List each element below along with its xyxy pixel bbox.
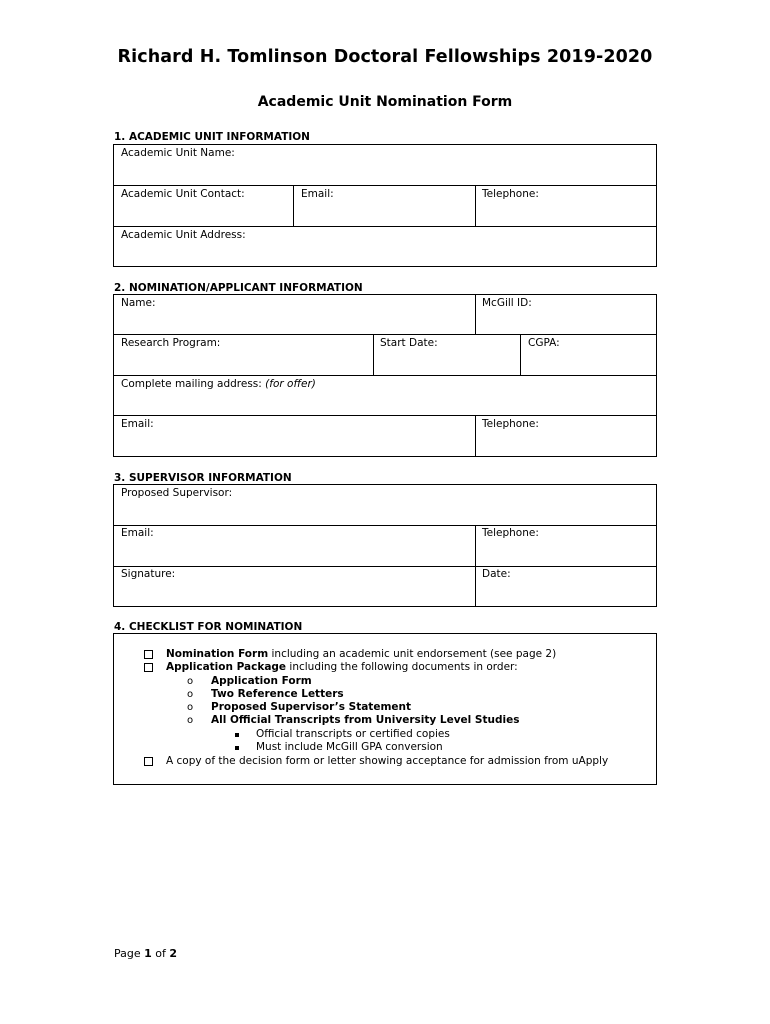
academic-unit-name-field[interactable]: Academic Unit Name: — [121, 147, 235, 159]
checklist-subitem — [211, 675, 312, 689]
current-page: 1 — [144, 947, 152, 960]
checkbox-nomination-form[interactable] — [144, 650, 153, 659]
checklist-item-application-package — [166, 661, 518, 675]
circle-bullet-icon: o — [187, 715, 194, 726]
checklist-subitem — [211, 714, 519, 728]
checklist-item-bold: Application Package — [166, 661, 287, 673]
mailing-address-note: (for offer) — [265, 378, 316, 390]
divider — [475, 415, 476, 457]
mailing-address-field[interactable] — [121, 378, 316, 390]
checklist-subsubitem: Official transcripts or certified copies — [256, 728, 450, 740]
circle-bullet-icon: o — [187, 676, 194, 687]
subitem-text: All Official Transcripts from University Level Studies — [211, 714, 520, 726]
supervisor-email-field[interactable]: Email: — [121, 527, 154, 539]
section-3-heading: 3. SUPERVISOR INFORMATION — [114, 472, 292, 484]
applicant-email-field[interactable]: Email: — [121, 418, 154, 430]
checklist-item-decision-form: A copy of the decision form or letter showing acceptance for admission from uApply — [166, 755, 609, 767]
section-1-table — [113, 144, 657, 267]
checklist-item-bold: Nomination Form — [166, 648, 269, 660]
date-field[interactable]: Date: — [482, 568, 511, 580]
square-bullet-icon — [235, 746, 239, 750]
section-3-table — [113, 484, 657, 607]
divider — [475, 185, 476, 226]
divider — [113, 525, 657, 526]
divider — [475, 525, 476, 607]
proposed-supervisor-field[interactable]: Proposed Supervisor: — [121, 487, 233, 499]
cgpa-field[interactable]: CGPA: — [528, 337, 560, 349]
divider — [113, 375, 657, 376]
square-bullet-icon — [235, 733, 239, 737]
divider — [520, 334, 521, 375]
checklist-item-text: including the following documents in order: — [286, 661, 518, 673]
divider — [373, 334, 374, 375]
checklist-item-nomination-form — [166, 648, 556, 662]
circle-bullet-icon: o — [187, 702, 194, 713]
mcgill-id-field[interactable]: McGill ID: — [482, 297, 532, 309]
academic-unit-contact-field[interactable]: Academic Unit Contact: — [121, 188, 245, 200]
start-date-field[interactable]: Start Date: — [380, 337, 438, 349]
subitem-text: Proposed Supervisor’s Statement — [211, 701, 411, 713]
unit-telephone-field[interactable]: Telephone: — [482, 188, 539, 200]
signature-field[interactable]: Signature: — [121, 568, 176, 580]
divider — [113, 334, 657, 335]
total-pages: 2 — [169, 947, 178, 960]
page-number — [114, 947, 177, 960]
mailing-address-label: Complete mailing address: — [121, 378, 262, 390]
checklist-subitem — [211, 701, 411, 715]
subitem-text: Two Reference Letters — [211, 688, 344, 700]
section-1-heading: 1. ACADEMIC UNIT INFORMATION — [114, 131, 310, 143]
divider — [293, 185, 294, 226]
checklist-item-text: including an academic unit endorsement (see page 2) — [268, 648, 557, 660]
divider — [475, 294, 476, 334]
applicant-telephone-field[interactable]: Telephone: — [482, 418, 539, 430]
checkbox-application-package[interactable] — [144, 663, 153, 672]
checkbox-decision-form[interactable] — [144, 757, 153, 766]
checklist-subsubitem: Must include McGill GPA conversion — [256, 741, 443, 753]
form-title: Richard H. Tomlinson Doctoral Fellowships 2019-2020 — [117, 47, 653, 67]
academic-unit-address-field[interactable]: Academic Unit Address: — [121, 229, 246, 241]
section-4-heading: 4. CHECKLIST FOR NOMINATION — [114, 621, 303, 633]
divider — [113, 226, 657, 227]
page-prefix: Page — [114, 947, 145, 960]
section-2-heading: 2. NOMINATION/APPLICANT INFORMATION — [114, 282, 363, 294]
divider — [113, 566, 657, 567]
form-subtitle: Academic Unit Nomination Form — [257, 94, 513, 110]
applicant-name-field[interactable]: Name: — [121, 297, 156, 309]
research-program-field[interactable]: Research Program: — [121, 337, 221, 349]
page-of: of — [151, 947, 170, 960]
circle-bullet-icon: o — [187, 689, 194, 700]
supervisor-telephone-field[interactable]: Telephone: — [482, 527, 539, 539]
checklist-subitem — [211, 688, 344, 702]
divider — [113, 185, 657, 186]
divider — [113, 415, 657, 416]
subitem-text: Application Form — [211, 675, 312, 687]
unit-email-field[interactable]: Email: — [301, 188, 334, 200]
